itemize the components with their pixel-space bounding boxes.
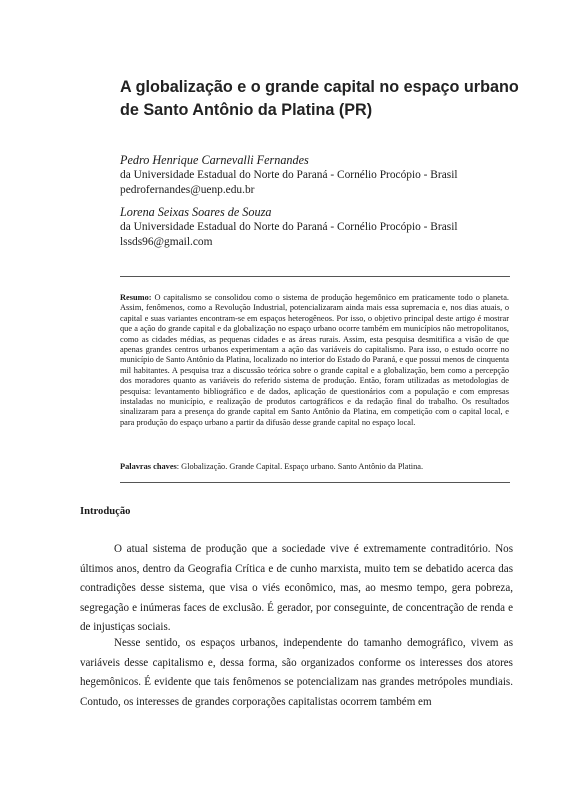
paper-title: A globalização e o grande capital no espaço urbano de Santo Antônio da Platina (PR) <box>120 78 519 119</box>
keywords-label: Palavras chaves <box>120 462 177 471</box>
author-affiliation: da Universidade Estadual do Norte do Paraná - Cornélio Procópio - Brasil <box>120 221 458 233</box>
paragraph-2: Nesse sentido, os espaços urbanos, independente do tamanho demográfico, vivem as variáveis desse capitalismo e, dessa forma, são organizados conforme os interesses dos atores hegemônicos. É evidente que tais fenômenos se potencializam nas grandes metrópoles mundiais. Contudo, os interesses de grandes corporações capitalistas ocorrem também em <box>80 637 513 708</box>
divider-top <box>120 276 510 277</box>
abstract <box>120 293 509 428</box>
author-name: Lorena Seixas Soares de Souza <box>120 205 272 219</box>
author-name: Pedro Henrique Carnevalli Fernandes <box>120 153 309 167</box>
abstract-label: Resumo: <box>120 293 152 302</box>
paragraph-1: O atual sistema de produção que a sociedade vive é extremamente contraditório. Nos últimos anos, dentro da Geografia Crítica e de cunho marxista, muito tem se debatido acerca das contradições desse sistema, que visa o viés econômico, mas, ao mesmo tempo, gera pobreza, segregação e inúmeras faces de exclusão. É gerador, por conseguinte, de concentração de renda e de injustiças sociais. <box>80 543 513 634</box>
section-heading: Introdução <box>80 506 131 517</box>
author-email: pedrofernandes@uenp.edu.br <box>120 184 255 196</box>
author-block-2 <box>120 205 520 250</box>
author-block-1 <box>120 153 520 198</box>
author-affiliation: da Universidade Estadual do Norte do Paraná - Cornélio Procópio - Brasil <box>120 169 458 181</box>
keywords-text: : Globalização. Grande Capital. Espaço urbano. Santo Antônio da Platina. <box>176 462 424 471</box>
author-email: lssds96@gmail.com <box>120 236 213 248</box>
keywords <box>120 462 509 472</box>
abstract-text: O capitalismo se consolidou como o sistema de produção hegemônico em praticamente todo o planeta. Assim, fenômenos, como a Revolução Industrial, potencializaram ainda mais essa supremacia e, nos dias atuais, o capital e suas variantes encontram-se em espaços heterogêneos. Por isso, o objetivo principal deste artigo é mostrar que a ação do grande capital e da globalização no espaço urbano ocorre também em municípios não metropolitanos, como as cidades médias, as pequenas cidades e as áreas rurais. Assim, esta pesquisa desmitifica a visão de que apenas grandes centros urbanos experimentam a ação das variáveis do capitalismo. Para isso, o estudo ocorre no município de Santo Antônio da Platina, localizado no interior do Estado do Paraná, e que possui menos de cinquenta mil habitantes. A pesquisa traz a discussão teórica sobre o grande capital e a globalização, bem como a percepção dos moradores quanto as variáveis do referido sistema de produção. Então, foram utilizadas as metodologias de pesquisa: levantamento bibliográfico e de dados, aplicação de questionários com a população e com empresas instaladas no município, e realização de produtos cartográficos e da redação final do trabalho. Os resultados sinalizaram para a presença do grande capital em Santo Antônio da Platina, em competição com o capital local, e para produção do espaço urbano a partir da difusão desse grande capital no espaço local. <box>120 293 509 427</box>
divider-bottom <box>120 482 510 483</box>
